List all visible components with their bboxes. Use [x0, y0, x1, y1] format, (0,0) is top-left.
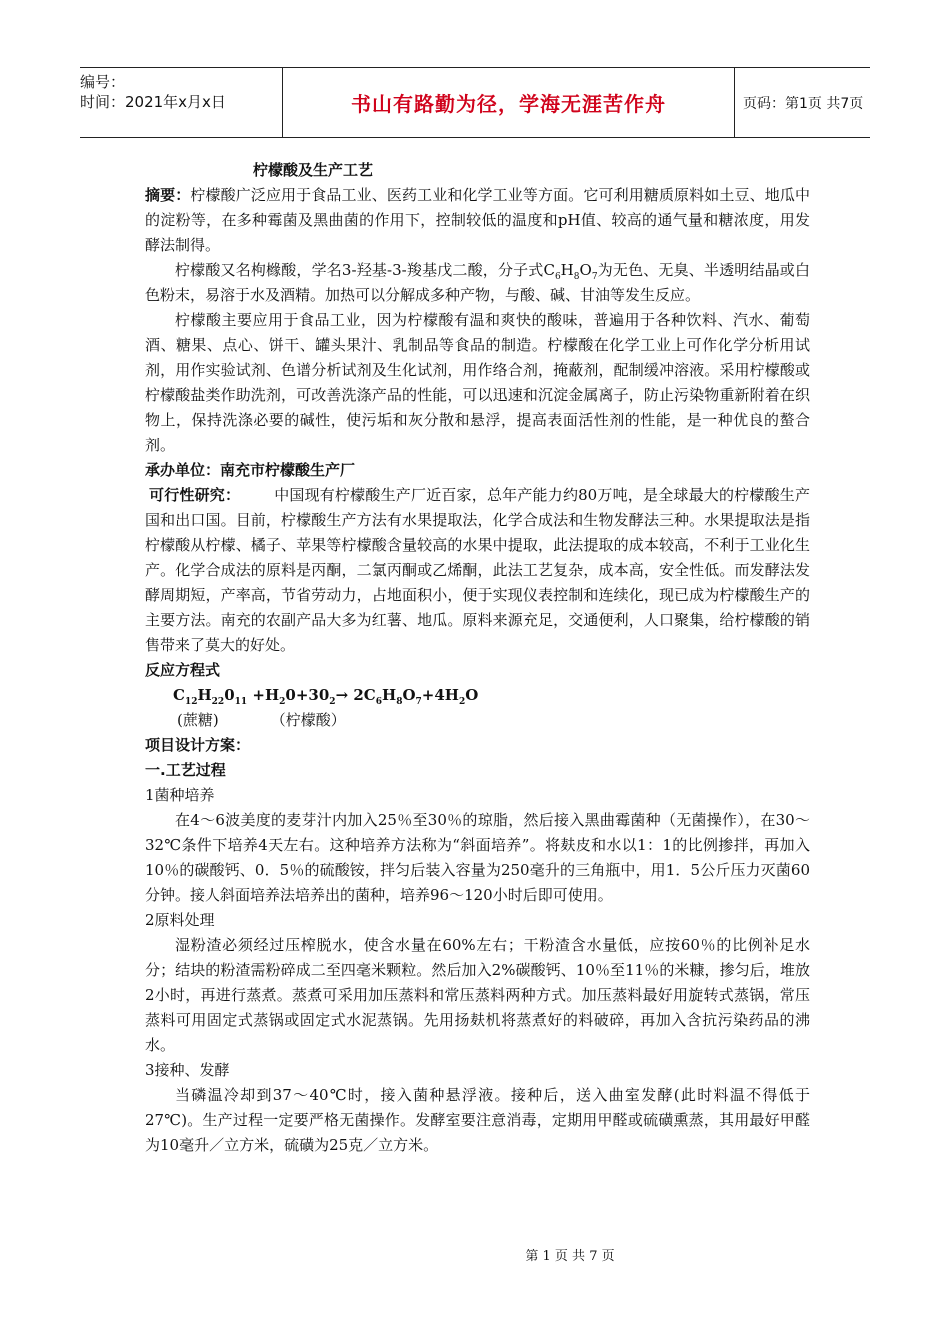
- page-header: [80, 67, 870, 138]
- feasibility-label: 可行性研究：: [149, 486, 241, 504]
- document-body: [145, 157, 810, 1158]
- doc-number-label: 编号：: [80, 73, 126, 91]
- intro-text-a: 柠檬酸又名枸橼酸，学名3-羟基-3-羧基戊二酸，分子式C: [175, 261, 555, 279]
- eq-note-citric: （柠檬酸）: [270, 711, 346, 729]
- abstract-text: 柠檬酸广泛应用于食品工业、医药工业和化学工业等方面。它可利用糖质原料如土豆、地瓜中的淀粉等，在多种霉菌及黑曲菌的作用下，控制较低的温度和pH值、较高的通气量和糖浓度，用发酵法制得。: [145, 186, 810, 254]
- abstract-paragraph: [145, 183, 810, 258]
- page-footer: 第 1 页 共 7 页: [525, 1249, 615, 1264]
- feasibility-paragraph: [145, 483, 810, 658]
- doc-title: 柠檬酸及生产工艺: [253, 161, 374, 179]
- header-left: [80, 68, 282, 141]
- abstract-label: 摘要：: [145, 186, 191, 204]
- plan-heading: 项目设计方案：: [145, 736, 251, 754]
- equation-heading: 反应方程式: [145, 661, 221, 679]
- culture-paragraph: 在4～6波美度的麦芽汁内加入25％至30％的琼脂，然后接入黑曲霉菌种（无菌操作），在30～32℃条件下培养4天左右。这种培养方法称为“斜面培养”。将麸皮和水以1：1的比例掺拌，再加入10％的碳酸钙、0．5％的硫酸铵，拌匀后装入容量为250毫升的三角瓶中，用1．5公斤压力灭菌60分钟。接人斜面培养法培养出的菌种，培养96～120小时后即可使用。: [145, 811, 810, 904]
- subheading-material: 2原料处理: [145, 911, 215, 929]
- material-paragraph: 湿粉渣必须经过压榨脱水，使含水量在60%左右；干粉渣含水量低，应按60％的比例补足水分；结块的粉渣需粉碎成二至四毫米颗粒。然后加入2%碳酸钙、10％至11％的米糠，掺匀后，堆放2小时，再进行蒸煮。蒸煮可采用加压蒸料和常压蒸料两种方式。加压蒸料最好用旋转式蒸锅，常压蒸料可用固定式蒸锅或固定式水泥蒸锅。先用扬麸机将蒸煮好的料破碎，再加入含抗污染药品的沸水。: [145, 936, 810, 1054]
- unit-line: 承办单位：南充市柠檬酸生产厂: [145, 461, 356, 479]
- doc-time-label: 时间：2021年x月x日: [80, 93, 226, 111]
- subheading-culture: 1菌种培养: [145, 786, 215, 804]
- equation-notes: [145, 708, 810, 733]
- header-page-label: 页码：第1页 共7页: [743, 95, 864, 112]
- usage-paragraph: 柠檬酸主要应用于食品工业，因为柠檬酸有温和爽快的酸味，普遍用于各种饮料、汽水、葡萄酒、糖果、点心、饼干、罐头果汁、乳制品等食品的制造。柠檬酸在化学工业上可作化学分析用试剂，用作实验试剂、色谱分析试剂及生化试剂，用作络合剂，掩蔽剂，配制缓冲溶液。采用柠檬酸或柠檬酸盐类作助洗剂，可改善洗涤产品的性能，可以迅速和沉淀金属离子，防止污染物重新附着在织物上，保持洗涤必要的碱性，使污垢和灰分散和悬浮，提高表面活性剂的性能，是一种优良的螯合剂。: [145, 311, 810, 454]
- subheading-fermentation: 3接种、发酵: [145, 1061, 230, 1079]
- feasibility-text: 中国现有柠檬酸生产厂近百家，总年产能力约80万吨，是全球最大的柠檬酸生产国和出口国。目前，柠檬酸生产方法有水果提取法，化学合成法和生物发酵法三种。水果提取法是指柠檬酸从柠檬、橘子、苹果等柠檬酸含量较高的水果中提取，此法提取的成本较高，不利于工业化生产。化学合成法的原料是丙酮，二氯丙酮或乙烯酮，此法工艺复杂，成本高，安全性低。而发酵法发酵周期短，产率高，节省劳动力，占地面积小，便于实现仪表控制和连续化，现已成为柠檬酸生产的主要方法。南充的农副产品大多为红薯、地瓜。原料来源充足，交通便利，人口聚集，给柠檬酸的销售带来了莫大的好处。: [145, 486, 810, 654]
- intro-text-b: 为无色、无臭、半透明结晶或白色粉末，易溶于水及酒精。加热可以分解成多种产物，与酸、碱、甘油等发生反应。: [145, 261, 810, 304]
- fermentation-paragraph: 当磷温冷却到37～40℃时，接入菌种悬浮液。接种后，送入曲室发酵(此时料温不得低于27℃)。生产过程一定要严格无菌操作。发酵室要注意消毒，定期用甲醛或硫磺熏蒸，其用最好甲醛为10毫升／立方米，硫磺为25克／立方米。: [145, 1086, 810, 1154]
- intro-paragraph: 柠檬酸又名枸橼酸，学名3-羟基-3-羧基戊二酸，分子式$C_6H_8O_7$为无色、无臭、半透明结晶或白色粉末，易溶于水及酒精。加热可以分解成多种产物，与酸、碱、甘油等发生反应。: [145, 261, 810, 304]
- reaction-equation: $C_{12}H_{22}0_{11} +H_20+30_2\to 2C_6H_8O_7+4H_2O$: [173, 686, 479, 707]
- header-motto: 书山有路勤为径，学海无涯苦作舟: [282, 68, 735, 137]
- eq-note-sucrose: (蔗糖): [177, 711, 219, 729]
- section-process: 一.工艺过程: [145, 761, 226, 779]
